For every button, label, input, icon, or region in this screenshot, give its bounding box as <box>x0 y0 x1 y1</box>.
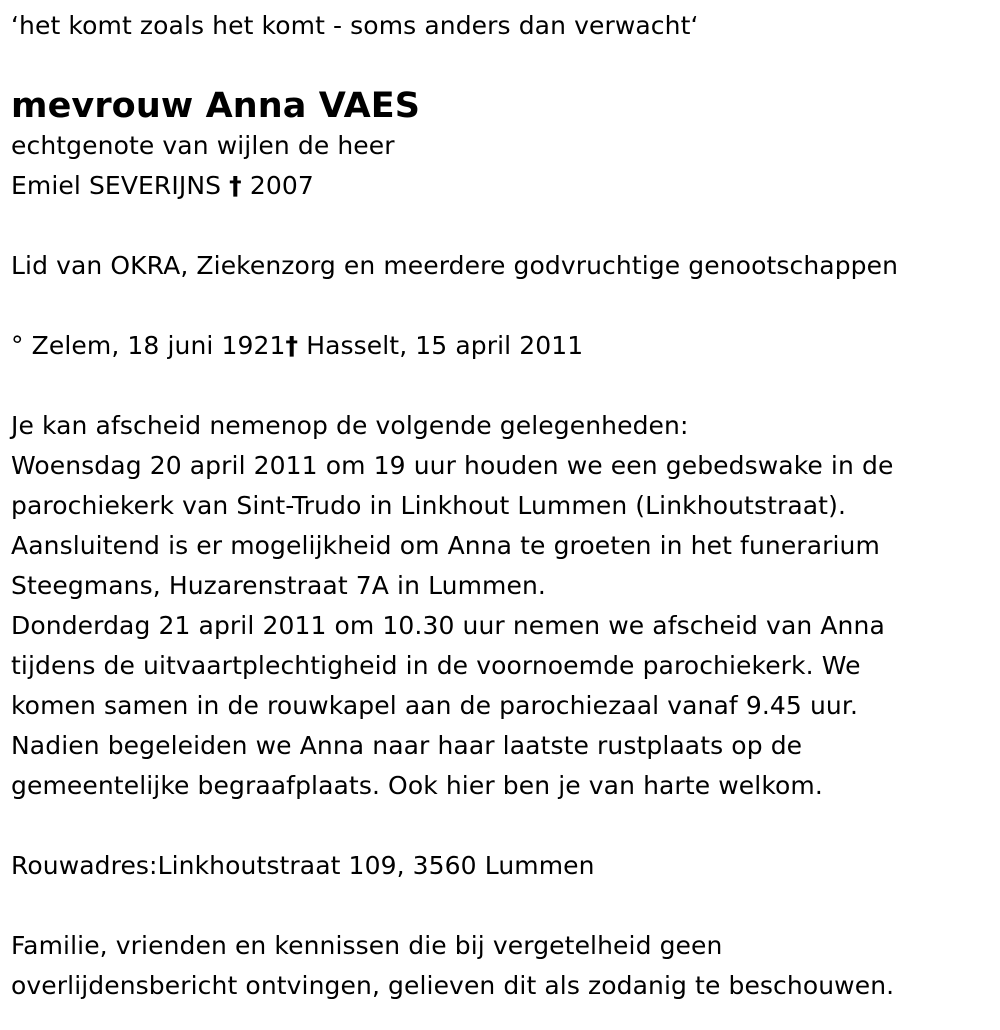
deceased-name: mevrouw Anna VAES <box>11 86 421 126</box>
cross-icon: † <box>285 331 299 360</box>
life-dates <box>11 326 991 366</box>
death-info: Hasselt, 15 april 2011 <box>298 331 584 360</box>
motto: ‘het komt zoals het komt - soms anders dan verwacht‘ <box>11 11 699 40</box>
mourning-address: Rouwadres:Linkhoutstraat 109, 3560 Lummen <box>11 851 595 880</box>
birth-info: ° Zelem, 18 juni 1921 <box>11 331 286 360</box>
spacer <box>11 366 991 406</box>
closing-line: Familie, vrienden en kennissen die bij vergetelheid geen <box>11 931 723 960</box>
spouse-line <box>11 166 991 206</box>
farewell-line: komen samen in de rouwkapel aan de parochiezaal vanaf 9.45 uur. <box>11 691 858 720</box>
closing-line: overlijdensbericht ontvingen, gelieven dit als zodanig te beschouwen. <box>11 971 895 1000</box>
spacer <box>11 286 991 326</box>
spacer <box>11 806 991 846</box>
spouse-intro: echtgenote van wijlen de heer <box>11 131 395 160</box>
farewell-intro: Je kan afscheid nemenop de volgende gelegenheden: <box>11 411 689 440</box>
farewell-line: Steegmans, Huzarenstraat 7A in Lummen. <box>11 571 546 600</box>
farewell-line: gemeentelijke begraafplaats. Ook hier ben je van harte welkom. <box>11 771 823 800</box>
spacer <box>11 46 991 86</box>
spouse-death-year: 2007 <box>249 171 314 200</box>
membership: Lid van OKRA, Ziekenzorg en meerdere godvruchtige genootschappen <box>11 251 899 280</box>
cross-icon: † <box>229 171 242 200</box>
farewell-line: parochiekerk van Sint-Trudo in Linkhout Lummen (Linkhoutstraat). <box>11 491 846 520</box>
spacer <box>11 886 991 926</box>
farewell-line: Woensdag 20 april 2011 om 19 uur houden we een gebedswake in de <box>11 451 894 480</box>
farewell-line: Aansluitend is er mogelijkheid om Anna te groeten in het funerarium <box>11 531 880 560</box>
spouse-name: Emiel SEVERIJNS <box>11 171 222 200</box>
spacer <box>11 206 991 246</box>
farewell-line: tijdens de uitvaartplechtigheid in de voornoemde parochiekerk. We <box>11 651 861 680</box>
obituary-document <box>11 6 991 1006</box>
farewell-line: Nadien begeleiden we Anna naar haar laatste rustplaats op de <box>11 731 803 760</box>
farewell-line: Donderdag 21 april 2011 om 10.30 uur nemen we afscheid van Anna <box>11 611 885 640</box>
